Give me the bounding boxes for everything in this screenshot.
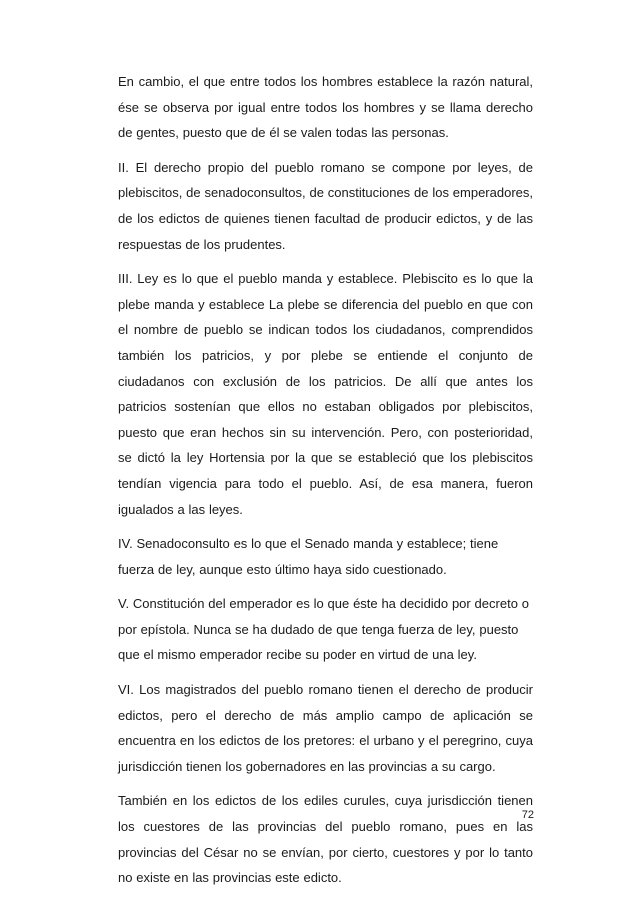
paragraph-iv-senadoconsulto: IV. Senadoconsulto es lo que el Senado manda y establece; tiene fuerza de ley, aunque esto último haya sido cuestionado. <box>118 536 499 577</box>
paragraph-derecho-de-gentes: En cambio, el que entre todos los hombres establece la razón natural, ése se observa por igual entre todos los hombres y se llama derecho de gentes, puesto que de él se valen todas las personas. <box>118 74 533 141</box>
paragraph-v-constitucion: V. Constitución del emperador es lo que éste ha decidido por decreto o por epístola. Nunca se ha dudado de que tenga fuerza de ley, puesto que el mismo emperador recibe su poder en virtud de una ley. <box>118 596 529 663</box>
page-number: 72 <box>521 809 534 821</box>
paragraph-vi-magistrados: VI. Los magistrados del pueblo romano tienen el derecho de producir edictos, pero el derecho de más amplio campo de aplicación se encuentra en los edictos de los pretores: el urbano y el peregrino, cuya jurisdicción tienen los gobernadores en las provincias a su cargo. <box>118 682 533 774</box>
paragraph-iii-ley-plebiscito: III. Ley es lo que el pueblo manda y establece. Plebiscito es lo que la plebe manda y establece La plebe se diferencia del pueblo en que con el nombre de pueblo se indican todos los ciudadanos, comprendidos también los patricios, y por plebe se entiende el conjunto de ciudadanos con exclusión de los patricios. De allí que antes los patricios sostenían que ellos no estaban obligados por plebiscitos, puesto que eran hechos sin su intervención. Pero, con posterioridad, se dictó la ley Hortensia por la que se estableció que los plebiscitos tendían vigencia para todo el pueblo. Así, de esa manera, fueron igualados a las leyes. <box>118 271 533 517</box>
paragraph-ediles-curules: También en los edictos de los ediles curules, cuya jurisdicción tienen los cuestores de las provincias del pueblo romano, pues en las provincias del César no se envían, por cierto, cuestores y por lo tanto no existe en las provincias este edicto. <box>118 793 533 886</box>
body-text <box>118 69 533 900</box>
paragraph-ii-derecho-propio: II. El derecho propio del pueblo romano se compone por leyes, de plebiscitos, de senadoconsultos, de constituciones de los emperadores, de los edictos de quienes tienen facultad de producir edictos, y de las respuestas de los prudentes. <box>118 159 533 252</box>
